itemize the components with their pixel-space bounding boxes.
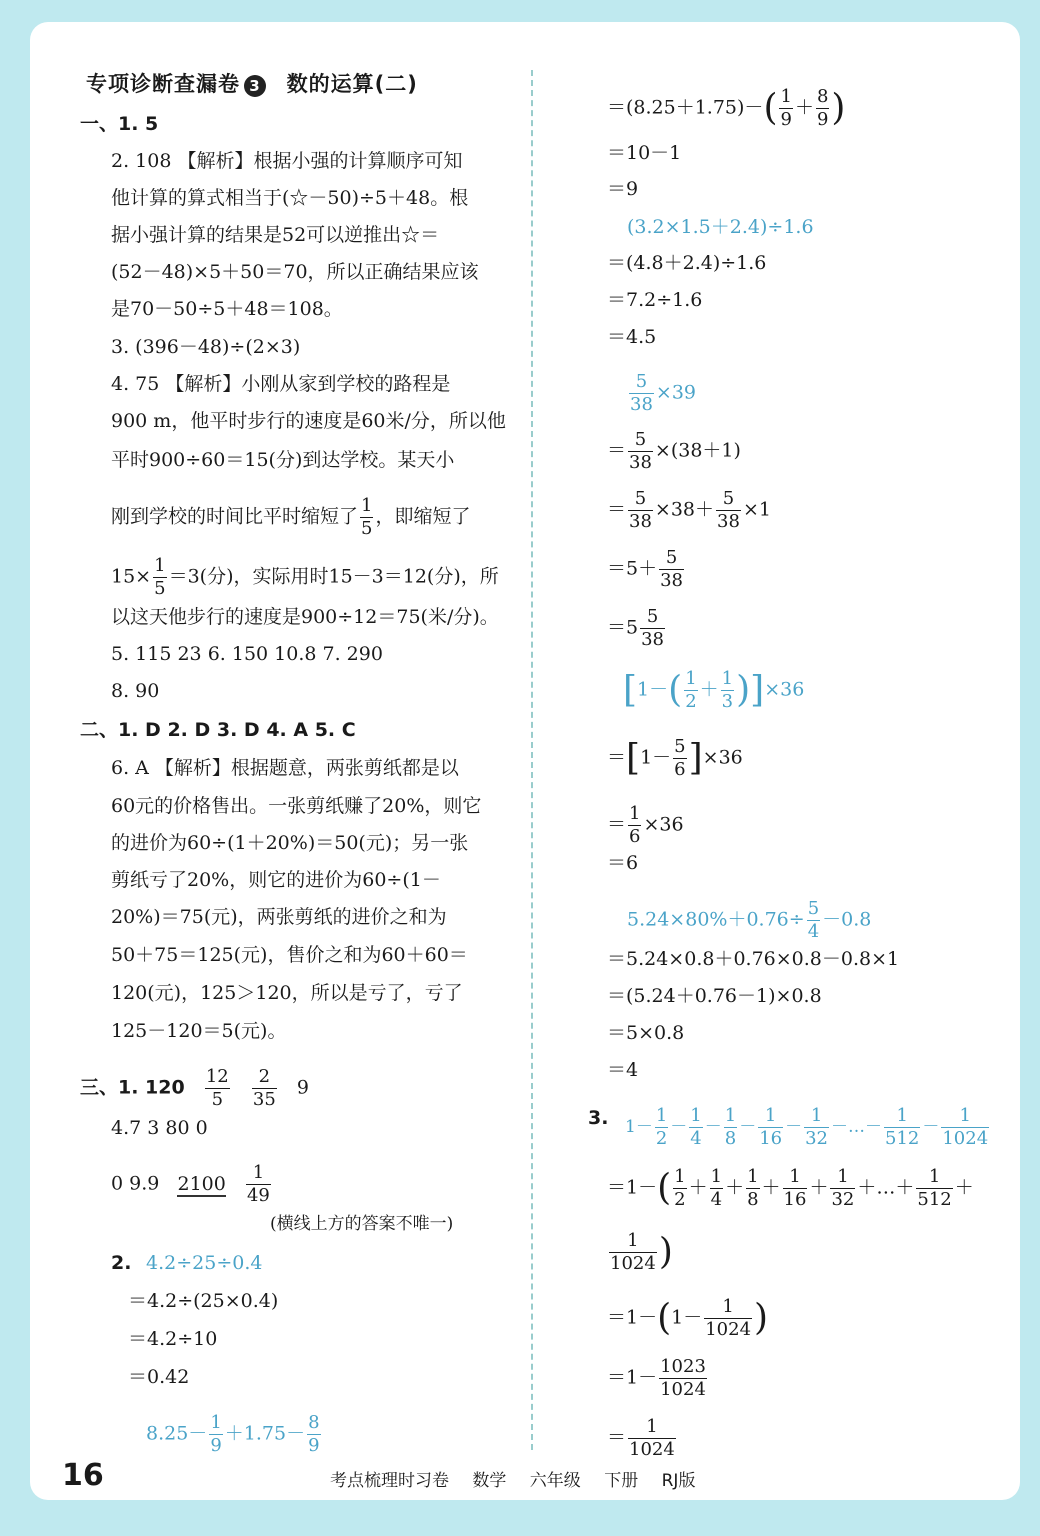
step: ＝4.2÷10 <box>128 1328 218 1350</box>
step: ＝1－(1－ $\frac{1}{1024}$ ) <box>607 1296 769 1340</box>
fraction: $\frac{1}{9}$ <box>780 86 792 130</box>
fraction: $\frac{1}{1024}$ <box>942 1105 989 1149</box>
text-line: 60元的价格售出。一张剪纸赚了20%，则它 <box>111 795 482 817</box>
step: ＝10－1 <box>607 142 682 164</box>
fraction: $\frac{1}{6}$ <box>629 803 641 847</box>
text-line: 900 m，他平时步行的速度是60米/分，所以他 <box>111 410 506 432</box>
underlined-answer: 2100 <box>177 1172 226 1195</box>
step: ＝ $\frac{1}{1024}$ <box>607 1416 675 1460</box>
text-line: 平时900÷60＝15(分)到达学校。某天小 <box>111 449 455 471</box>
fraction: $\frac{5}{38}$ <box>629 488 652 532</box>
expression: 1－ $\frac{1}{2}$ － $\frac{1}{4}$ － $\frac{1}{8}$ － $\frac{1}{16}$ － $\frac{1}{32}$ －…－ $\frac{1}{512}$ － $\frac{1}{1024}$ <box>625 1105 989 1149</box>
fraction: $\frac{1}{2}$ <box>655 1105 668 1149</box>
fraction: $\frac{1}{32}$ <box>805 1105 828 1149</box>
expression: $\frac{5}{38}$ ×39 <box>630 371 697 415</box>
fraction: $\frac{1}{4}$ <box>710 1166 723 1210</box>
text-line: 15× $\frac{1}{5}$ ＝3(分)，实际用时15－3＝12(分)，所 <box>111 555 499 599</box>
fraction: $\frac{1}{8}$ <box>724 1105 737 1149</box>
fraction: $\frac{1}{1024}$ <box>705 1296 752 1340</box>
expression: [1－( $\frac{1}{2}$ ＋ $\frac{1}{3}$ )]×36 <box>623 668 805 712</box>
number-badge: 3 <box>244 75 266 97</box>
fraction: $\frac{2}{35}$ <box>252 1066 276 1110</box>
fraction: $\frac{1}{9}$ <box>210 1412 222 1456</box>
answer-1-3: 3. (396－48)÷(2×3) <box>111 336 301 358</box>
text-line: 50＋75＝125(元)，售价之和为60＋60＝ <box>111 944 468 966</box>
text-line: (52－48)×5＋50＝70，所以正确结果应该 <box>111 261 479 283</box>
answer-1-8: 8. 90 <box>111 680 160 702</box>
fraction: $\frac{12}{5}$ <box>205 1066 229 1110</box>
step: ＝ $\frac{1}{6}$ ×36 <box>607 803 684 847</box>
step: ＝5.24×0.8＋0.76×0.8－0.8×1 <box>607 948 900 970</box>
step: ＝[1－ $\frac{5}{6}$ ]×36 <box>607 736 743 780</box>
text-line: 刚到学校的时间比平时缩短了 $\frac{1}{5}$ ，即缩短了 <box>111 495 471 539</box>
fraction: $\frac{1}{3}$ <box>721 668 734 712</box>
step: ＝(4.8＋2.4)÷1.6 <box>607 252 767 274</box>
fraction: $\frac{5}{38}$ <box>641 606 664 650</box>
text-line: 120(元)，125＞120，所以是亏了，亏了 <box>111 982 463 1004</box>
fraction: $\frac{1}{32}$ <box>831 1166 855 1210</box>
step: ＝5 $\frac{5}{38}$ <box>607 606 664 650</box>
fraction: $\frac{1}{16}$ <box>783 1166 807 1210</box>
fraction: $\frac{1}{512}$ <box>917 1166 952 1210</box>
expression: (3.2×1.5＋2.4)÷1.6 <box>627 216 814 238</box>
answer-1-5-7: 5. 115 23 6. 150 10.8 7. 290 <box>111 643 383 665</box>
fraction: $\frac{5}{38}$ <box>660 547 683 591</box>
fraction: $\frac{1}{2}$ <box>685 668 697 712</box>
step: ＝(5.24＋0.76－1)×0.8 <box>607 985 822 1007</box>
step: ＝5×0.8 <box>607 1022 685 1044</box>
step: ＝1－ $\frac{1023}{1024}$ <box>607 1356 706 1400</box>
step: ＝7.2÷1.6 <box>607 289 703 311</box>
footer-text: 考点梳理时习卷 数学 六年级 下册 RJ版 <box>330 1471 696 1491</box>
fraction: $\frac{5}{38}$ <box>630 371 653 415</box>
text-line: 的进价为60÷(1＋20%)＝50(元)；另一张 <box>111 832 469 854</box>
answer-3-3-label: 3. <box>588 1107 609 1129</box>
fraction: $\frac{1}{1024}$ <box>610 1230 656 1274</box>
text-line: 他计算的算式相当于(☆－50)÷5＋48。根 <box>111 187 469 209</box>
fraction: $\frac{1}{1024}$ <box>629 1416 675 1460</box>
step: ＝ $\frac{5}{38}$ ×(38＋1) <box>607 429 741 473</box>
text-line: 是70－50÷5＋48＝108。 <box>111 298 343 320</box>
fraction: $\frac{1}{4}$ <box>690 1105 702 1149</box>
answer-3-1-row2: 4.7 3 80 0 <box>111 1117 208 1139</box>
step: ＝1－( $\frac{1}{2}$ ＋ $\frac{1}{4}$ ＋ $\frac{1}{8}$ ＋ $\frac{1}{16}$ ＋ $\frac{1}{32}$ ＋…＋ $\frac{1}{512}$ ＋ <box>607 1166 974 1210</box>
expression: 4.2÷25÷0.4 <box>146 1252 263 1274</box>
answer-2-1-5: 二、1. D 2. D 3. D 4. A 5. C <box>80 719 356 741</box>
step: ＝4.5 <box>607 326 657 348</box>
step: ＝0.42 <box>128 1366 190 1388</box>
step: ＝4 <box>607 1059 639 1081</box>
page-title: 专项诊断查漏卷 3 数的运算(二) <box>86 72 418 96</box>
answer-3-1-row3: 0 9.9 2100 $\frac{1}{49}$ <box>111 1162 270 1206</box>
fraction: $\frac{5}{6}$ <box>674 736 686 780</box>
fraction: $\frac{5}{4}$ <box>807 898 820 942</box>
fraction: $\frac{5}{38}$ <box>629 429 652 473</box>
fraction: $\frac{1}{2}$ <box>674 1166 686 1210</box>
step: ＝9 <box>607 178 639 200</box>
text-line: 20%)＝75(元)，两张剪纸的进价之和为 <box>111 906 447 928</box>
answer-1-1: 一、1. 5 <box>80 113 159 135</box>
answer-3-2-label: 2. <box>111 1252 132 1274</box>
step: ＝ $\frac{5}{38}$ ×38＋ $\frac{5}{38}$ ×1 <box>607 488 771 532</box>
expression: 8.25－ $\frac{1}{9}$ ＋1.75－ $\frac{8}{9}$ <box>146 1412 320 1456</box>
answer-3-1-row1: 三、1. 120 $\frac{12}{5}$ $\frac{2}{35}$ 9 <box>80 1066 309 1110</box>
step: ＝5＋ $\frac{5}{38}$ <box>607 547 683 591</box>
fraction: $\frac{1}{16}$ <box>759 1105 783 1149</box>
fraction: $\frac{1}{5}$ <box>154 555 166 599</box>
fraction: $\frac{1}{49}$ <box>246 1162 270 1206</box>
fraction: $\frac{8}{9}$ <box>308 1412 320 1456</box>
column-divider <box>531 70 533 1450</box>
text-line: 据小强计算的结果是52可以逆推出☆＝ <box>111 224 440 246</box>
note: (横线上方的答案不唯一) <box>270 1214 454 1234</box>
step: ＝4.2÷(25×0.4) <box>128 1290 279 1312</box>
step: ＝6 <box>607 852 639 874</box>
answer-2-6: 6. A 【解析】根据题意，两张剪纸都是以 <box>111 757 459 779</box>
text-line: 剪纸亏了20%，则它的进价为60÷(1－ <box>111 869 441 891</box>
step: $\frac{1}{1024}$ ) <box>610 1230 673 1274</box>
fraction: $\frac{1023}{1024}$ <box>660 1356 706 1400</box>
text-line: 以这天他步行的速度是900÷12＝75(米/分)。 <box>111 606 499 628</box>
fraction: $\frac{1}{5}$ <box>361 495 373 539</box>
fraction: $\frac{8}{9}$ <box>816 86 829 130</box>
fraction: $\frac{1}{8}$ <box>747 1166 759 1210</box>
answer-1-4: 4. 75 【解析】小刚从家到学校的路程是 <box>111 373 451 395</box>
expression: 5.24×80%＋0.76÷ $\frac{5}{4}$ －0.8 <box>627 898 872 942</box>
answer-1-2: 2. 108 【解析】根据小强的计算顺序可知 <box>111 150 463 172</box>
text-line: 125－120＝5(元)。 <box>111 1020 287 1042</box>
fraction: $\frac{5}{38}$ <box>717 488 740 532</box>
step: ＝(8.25＋1.75)－( $\frac{1}{9}$ ＋ $\frac{8}{9}$ ) <box>607 86 846 130</box>
page-number: 16 <box>62 1458 104 1493</box>
fraction: $\frac{1}{512}$ <box>885 1105 920 1149</box>
